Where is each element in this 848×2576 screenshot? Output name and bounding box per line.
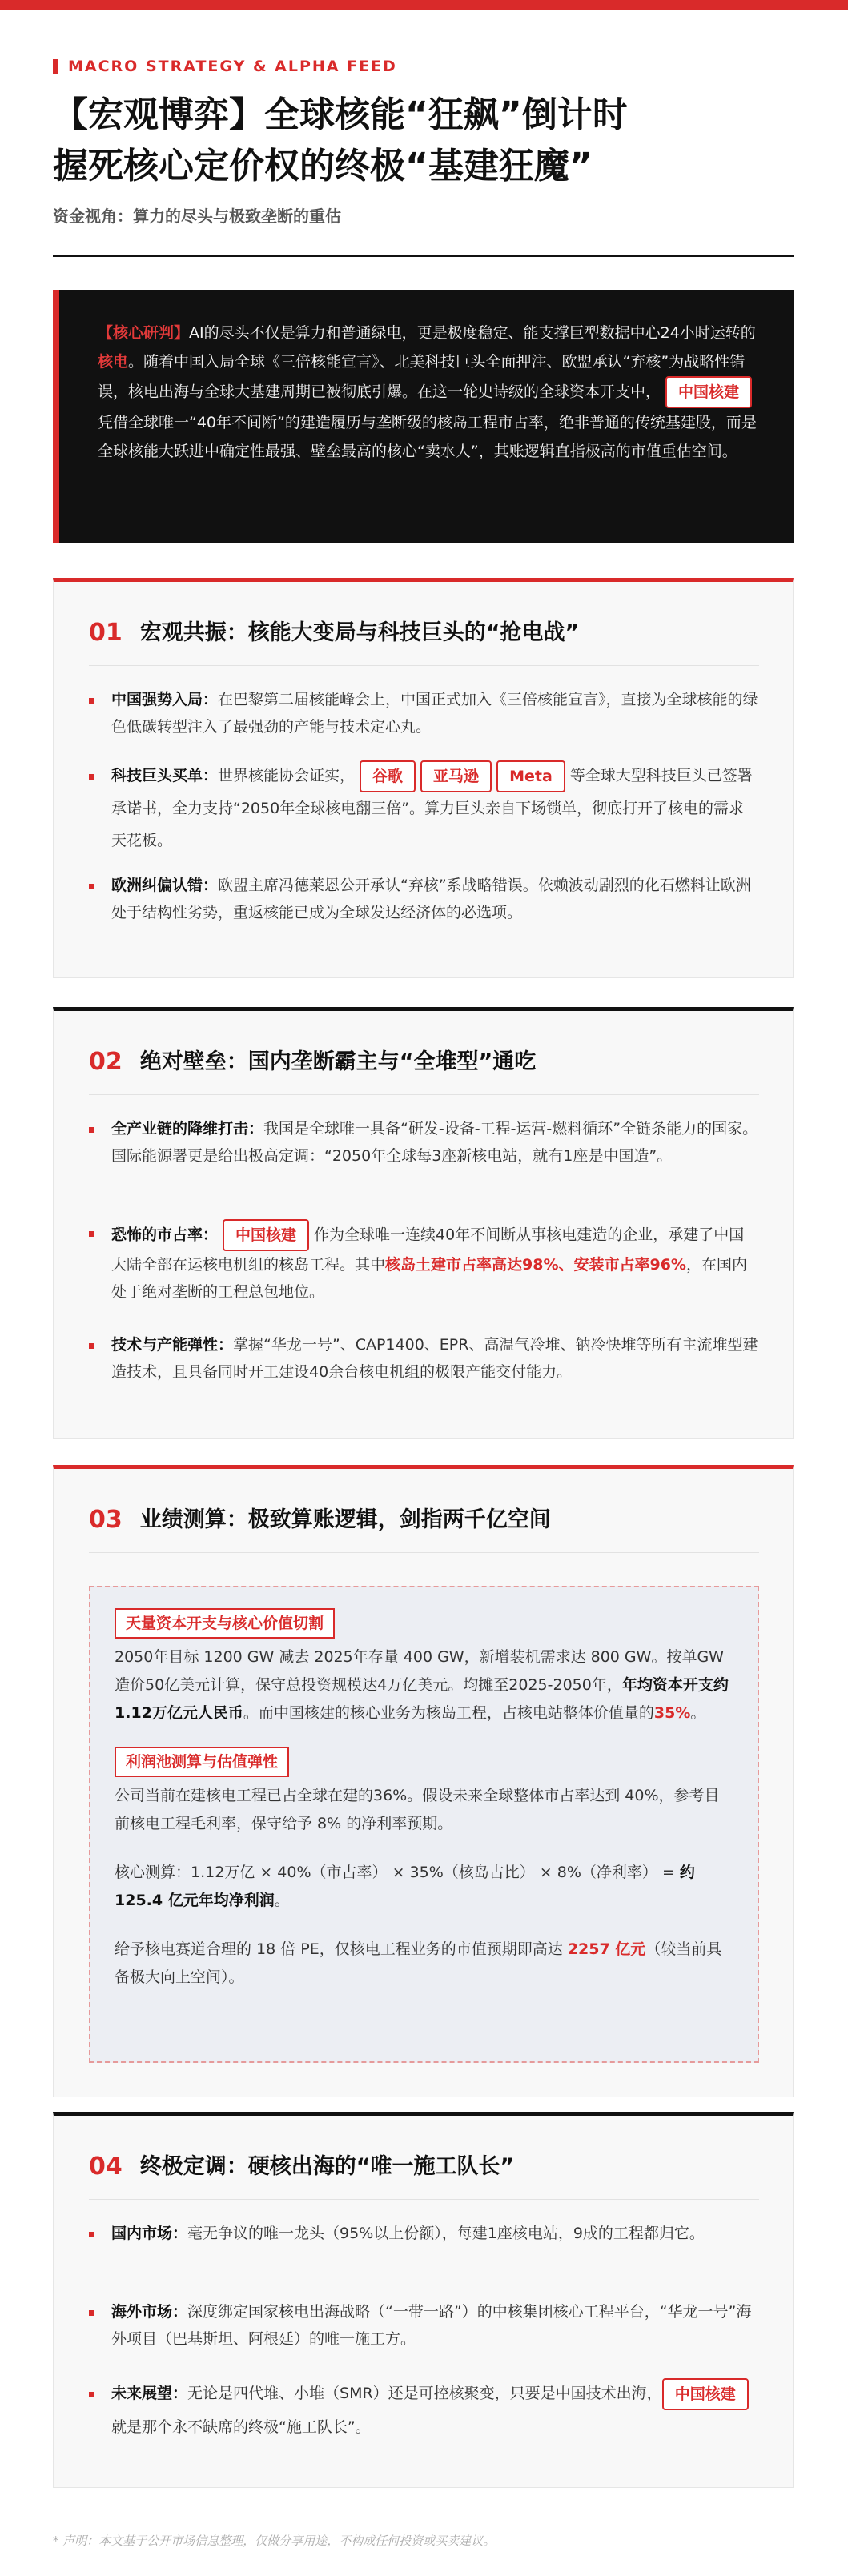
company-tag: 中国核建 [223,1219,309,1251]
summary-text-1: AI的尽头不仅是算力和普通绿电，更是极度稳定、能支撑巨型数据中心24小时运转的 [189,324,756,342]
item-text: 我国是全球唯一具备“研发-设备-工程-运营-燃料循环”全链条能力的国家。国际能源署更是给出极高定调：“2050年全球每3座新核电站，就有1座是中国造”。 [111,1120,758,1165]
company-tag-amazon: 亚马逊 [420,760,492,792]
list-item [89,1331,759,1386]
item-text: 等全球大型科技巨头已签署承诺书，全力支持“2050年全球核电翻三倍”。算力巨头亲自下场锁单，彻底打开了核电的需求天花板。 [111,767,753,849]
title-line-2: 握死核心定价权的终极“基建狂魔” [53,146,593,187]
company-tag: 中国核建 [662,2378,749,2410]
bullet-marker [89,1127,94,1133]
page-title [53,90,794,192]
section-number: 02 [89,1048,123,1076]
item-lead: 未来展望： [111,2385,188,2402]
summary-text-3: 凭借全球唯一“40年不间断”的建造履历与垄断级的核岛工程市占率，绝非普通的传统基建股，而是全球核能大跃进中确定性最强、壁垒最高的核心“卖水人”，其账逻辑直指极高的市值重估空间。 [98,414,757,460]
section-02-card [53,1007,794,1439]
bullet-marker [89,774,94,780]
bullet-marker [89,2310,94,2316]
paragraph-text: 。 [274,1892,290,1909]
paragraph-text: 2050年目标 1200 GW 减去 2025年存量 400 GW，新增装机需求达 800 GW。按单GW造价50亿美元计算，保守总投资规模达4万亿美元。均摊至2025-2050年， [115,1648,724,1694]
item-text: 掌握“华龙一号”、CAP1400、EPR、高温气冷堆、钠冷快堆等所有主流堆型建造技术，且具备同时开工建设40余台核电机组的极限产能交付能力。 [111,1336,758,1381]
item-text: 毫无争议的唯一龙头（95%以上份额），每建1座核电站，9成的工程都归它。 [187,2225,705,2242]
item-text: 欧盟主席冯德莱恩公开承认“弃核”系战略错误。依赖波动剧烈的化石燃料让欧洲处于结构性劣势，重返核能已成为全球发达经济体的必选项。 [111,877,751,921]
eyebrow-label: MACRO STRATEGY & ALPHA FEED [68,58,397,75]
list-item [89,760,759,857]
paragraph-text: 给予核电赛道合理的 18 倍 PE，仅核电工程业务的市值预期即高达 [115,1940,568,1958]
section-04-header [89,2151,759,2200]
eyebrow-marker [53,59,58,74]
market-cap-value: 2257 亿元 [567,1940,646,1958]
market-share-highlight: 核岛土建市占率高达98%、安装市占率96% [385,1256,686,1274]
item-text: 深度绑定国家核电出海战略（“一带一路”）的中核集团核心工程平台，“华龙一号”海外项目（巴基斯坦、阿根廷）的唯一施工方。 [111,2303,752,2348]
article-header [53,58,794,227]
summary-label: 【核心研判】 [98,324,190,342]
item-text: 在巴黎第二届核能峰会上，中国正式加入《三倍核能宣言》，直接为全球核能的绿色低碳转型注入了最强劲的产能与技术定心丸。 [111,691,758,736]
title-line-1: 【宏观博弈】全球核能“狂飙”倒计时 [53,94,628,135]
section-04-card [53,2112,794,2488]
section-02-header [89,1046,759,1095]
box-heading: 天量资本开支与核心价值切割 [115,1608,335,1639]
calculation-box [89,1586,759,2063]
bullet-marker [89,1343,94,1349]
value-share: 35% [653,1704,691,1722]
section-title: 绝对壁垒：国内垄断霸主与“全堆型”通吃 [139,1049,537,1074]
item-text: 作为全球唯一连续40年不间断从事核电建造的企业，承建了中国大陆全部在运核电机组的核岛工程。其中 [111,1226,745,1274]
item-lead: 技术与产能弹性： [111,1336,234,1354]
item-lead: 科技巨头买单： [111,767,219,784]
section-number: 01 [89,619,123,647]
bullet-marker [89,1231,94,1237]
item-text: 就是那个永不缺席的终极“施工队长”。 [111,2418,371,2436]
list-item [89,2220,759,2247]
list-item [89,2298,759,2353]
bullet-marker [89,2232,94,2237]
summary-block [53,290,794,543]
item-lead: 恐怖的市占率： [111,1226,219,1244]
list-item [89,686,759,740]
item-lead: 欧洲纠偏认错： [111,877,219,894]
capex-paragraph [115,1643,729,1727]
header-divider [53,255,794,257]
paragraph-text: 。而中国核建的核心业务为核岛工程，占核电站整体价值量的 [243,1704,654,1722]
paragraph-text: （较当前具备极大向上空间）。 [115,1940,722,1986]
company-tag-meta: Meta [496,760,565,792]
top-accent-bar [0,0,848,10]
section-title: 宏观共振：核能大变局与科技巨头的“抢电战” [139,620,580,645]
section-number: 04 [89,2153,123,2181]
item-text: ，在国内处于绝对垄断的工程总包地位。 [111,1256,747,1301]
bullet-marker [89,884,94,889]
section-title: 终极定调：硬核出海的“唯一施工队长” [139,2154,515,2179]
box-heading: 利润池测算与估值弹性 [115,1747,289,1777]
bullet-marker [89,2392,94,2397]
annual-capex: 年均资本开支约 1.12万亿元人民币 [115,1676,729,1722]
list-item [89,2377,759,2444]
item-lead: 中国强势入局： [111,691,219,708]
item-lead: 全产业链的降维打击： [111,1120,264,1138]
section-03-card [53,1465,794,2097]
section-01-card [53,578,794,978]
list-item [89,1219,759,1306]
section-title: 业绩测算：极致算账逻辑，剑指两千亿空间 [139,1507,551,1532]
bullet-marker [89,698,94,704]
item-lead: 海外市场： [111,2303,188,2321]
eyebrow [53,58,794,75]
valuation-paragraph [115,1936,729,1992]
disclaimer: * 声明：本文基于公开市场信息整理，仅做分享用途，不构成任何投资或买卖建议。 [53,2534,496,2548]
section-03-header [89,1504,759,1553]
item-text: 无论是四代堆、小堆（SMR）还是可控核聚变，只要是中国技术出海， [187,2385,662,2402]
list-item [89,872,759,926]
company-tag-google: 谷歌 [360,760,416,792]
summary-text-2: 。随着中国入局全球《三倍核能宣言》、北美科技巨头全面押注、欧盟承认“弃核”为战略性错误，核电出海与全球大基建周期已被彻底引爆。在这一轮史诗级的全球资本开支中， [98,353,746,401]
section-01-header [89,617,759,666]
core-calculation [115,1859,729,1915]
section-number: 03 [89,1506,123,1534]
list-item [89,1115,759,1170]
profit-paragraph: 公司当前在建核电工程已占全球在建的36%。假设未来全球整体市占率达到 40%，参考目前核电工程毛利率，保守给予 8% 的净利率预期。 [115,1787,720,1832]
page-subtitle: 资金视角：算力的尽头与极致垄断的重估 [53,207,341,226]
company-tag: 中国核建 [665,376,752,408]
summary-text [98,319,762,466]
net-profit: 约 125.4 亿元年均净利润 [115,1864,695,1909]
item-text: 世界核能协会证实， [218,767,356,784]
item-lead: 国内市场： [111,2225,188,2242]
paragraph-text: 核心测算：1.12万亿 × 40%（市占率） × 35%（核岛占比） × 8%（净利率） = [115,1864,680,1881]
summary-highlight: 核电 [98,353,129,371]
paragraph-text: 。 [690,1704,706,1722]
